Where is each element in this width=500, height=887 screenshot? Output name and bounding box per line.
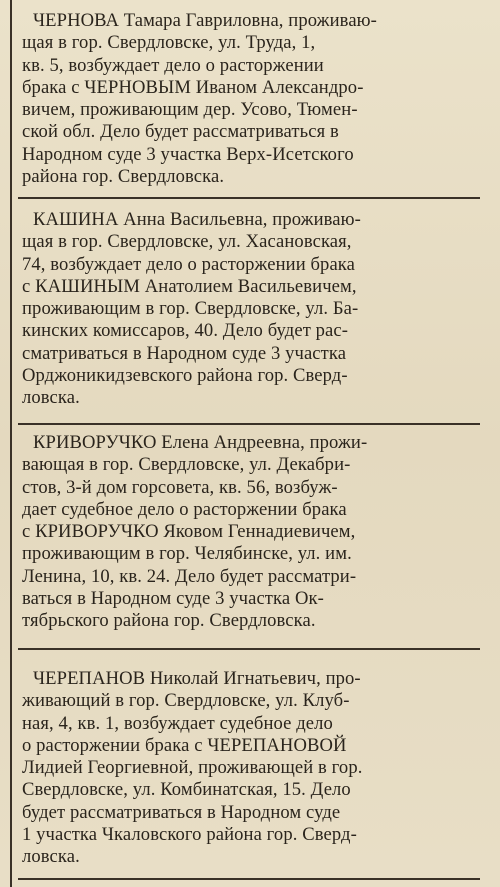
- notice-line: живающий в гор. Свердловске, ул. Клуб-: [22, 690, 350, 712]
- notice-line: Орджоникидзевского района гор. Сверд-: [22, 365, 348, 387]
- notice-line: щая в гор. Свердловске, ул. Хасановская,: [22, 231, 352, 253]
- notice-line: дает судебное дело о расторжении брака: [22, 498, 347, 520]
- separator-rule: [18, 878, 480, 880]
- notice-line: Свердловске, ул. Комбинатская, 15. Дело: [22, 779, 351, 801]
- notice-line: 1 участка Чкаловского района гор. Сверд-: [22, 824, 357, 846]
- notice-line: ЧЕРНОВА Тамара Гавриловна, проживаю-: [33, 10, 377, 31]
- divorce-notice-chernova: [22, 10, 478, 188]
- separator-rule: [18, 648, 480, 650]
- notice-line: щая в гор. Свердловске, ул. Труда, 1,: [22, 32, 316, 54]
- notice-line: КРИВОРУЧКО Елена Андреевна, прожи-: [33, 432, 368, 453]
- divorce-notice-cherepanov: [22, 668, 478, 869]
- notice-line: района гор. Свердловска.: [22, 166, 225, 188]
- notice-line: сматриваться в Народном суде 3 участка: [22, 342, 347, 364]
- separator-rule: [18, 197, 480, 199]
- divorce-notice-kashina: [22, 209, 478, 410]
- notice-line: брака с ЧЕРНОВЫМ Иваном Александро-: [22, 76, 364, 98]
- notice-line: Ленина, 10, кв. 24. Дело будет рассматри-: [22, 565, 357, 587]
- notice-line: с КАШИНЫМ Анатолием Васильевичем,: [22, 275, 357, 297]
- column-rule: [10, 0, 12, 887]
- notice-line: КАШИНА Анна Васильевна, проживаю-: [33, 209, 361, 230]
- notice-line: ваться в Народном суде 3 участка Ок-: [22, 588, 324, 610]
- notice-line: ской обл. Дело будет рассматриваться в: [22, 121, 339, 143]
- notice-line: кинских комиссаров, 40. Дело будет рас-: [22, 320, 349, 342]
- notice-line: тябрьского района гор. Свердловска.: [22, 610, 316, 632]
- separator-rule: [18, 423, 480, 425]
- notice-line: о расторжении брака с ЧЕРЕПАНОВОЙ: [22, 734, 347, 756]
- notice-line: ная, 4, кв. 1, возбуждает судебное дело: [22, 712, 333, 734]
- notice-line: Народном суде 3 участка Верх-Исетского: [22, 143, 354, 165]
- notice-line: вающая в гор. Свердловске, ул. Декабри-: [22, 454, 351, 476]
- notice-line: Лидией Георгиевной, проживающей в гор.: [22, 757, 363, 779]
- notice-line: ЧЕРЕПАНОВ Николай Игнатьевич, про-: [33, 668, 361, 689]
- notice-line: ловска.: [22, 387, 80, 409]
- notice-line: кв. 5, возбуждает дело о расторжении: [22, 54, 324, 76]
- notice-line: будет рассматриваться в Народном суде: [22, 801, 341, 823]
- notice-line: проживающим в гор. Свердловске, ул. Ба-: [22, 298, 359, 320]
- notice-line: вичем, проживающим дер. Усово, Тюмен-: [22, 99, 358, 121]
- notice-line: стов, 3-й дом горсовета, кв. 56, возбуж-: [22, 476, 338, 498]
- notice-line: проживающим в гор. Челябинске, ул. им.: [22, 543, 352, 565]
- notice-line: ловска.: [22, 846, 80, 868]
- notice-line: 74, возбуждает дело о расторжении брака: [22, 253, 356, 275]
- notice-line: с КРИВОРУЧКО Яковом Геннадиевичем,: [22, 521, 356, 543]
- divorce-notice-krivoruchko: [22, 432, 478, 633]
